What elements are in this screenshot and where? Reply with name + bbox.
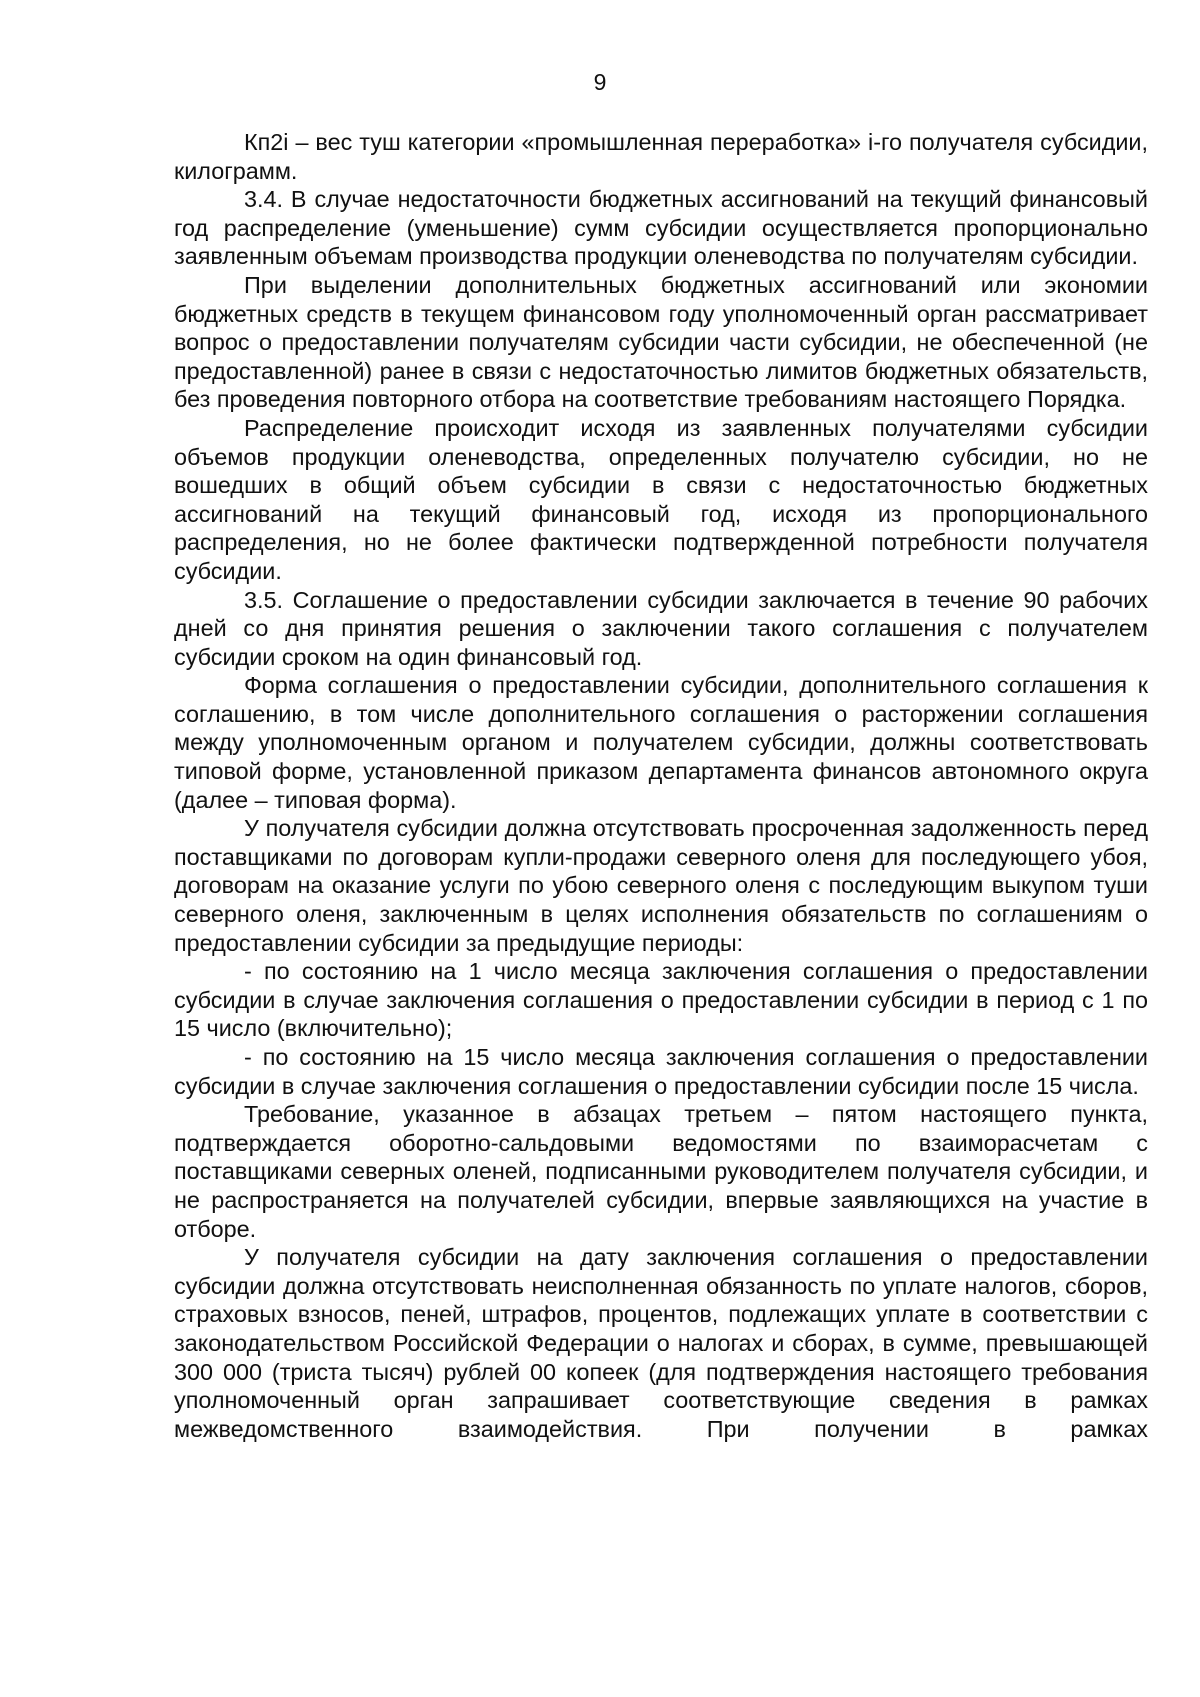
paragraph-agreement-form: Форма соглашения о предоставлении субсидии, дополнительного соглашения к соглашению, в том числе дополнительного соглашения о расторжении соглашения между уполномоченным органом и получателем субсидии, должны соответствовать типовой форме, установленной приказом департамента финансов автономного округа (далее – типовая форма).: [174, 672, 1148, 813]
paragraph-3-4: 3.4. В случае недостаточности бюджетных ассигнований на текущий финансовый год распределение (уменьшение) сумм субсидии осуществляется пропорционально заявленным объемам производства продукции оленеводства по получателям субсидии.: [174, 186, 1148, 270]
paragraph-kp2i-definition: Кп2i – вес туш категории «промышленная переработка» i-го получателя субсидии, килограмм.: [174, 129, 1148, 184]
page-number: 9: [593, 69, 607, 95]
paragraph-requirement-confirmation: Требование, указанное в абзацах третьем – пятом настоящего пункта, подтверждается оборотно-сальдовыми ведомостями по взаиморасчетам с поставщиками северных оленей, подписанными руководителем получателя субсидии, и не распространяется на получателей субсидии, впервые заявляющихся на участие в отборе.: [174, 1101, 1148, 1242]
paragraph-3-5: 3.5. Соглашение о предоставлении субсидии заключается в течение 90 рабочих дней со дня принятия решения о заключении такого соглашения с получателем субсидии сроком на один финансовый год.: [174, 586, 1148, 670]
paragraph-overdue-debt: У получателя субсидии должна отсутствовать просроченная задолженность перед поставщиками по договорам купли-продажи северного оленя для последующего убоя, договорам на оказание услуги по убою северного оленя с последующим выкупом туши северного оленя, заключенным в целях исполнения обязательств по соглашениям о предоставлении субсидии за предыдущие периоды:: [174, 815, 1148, 956]
list-item-first-day: - по состоянию на 1 число месяца заключения соглашения о предоставлении субсидии в случае заключения соглашения о предоставлении субсидии в период с 1 по 15 число (включительно);: [174, 958, 1148, 1042]
paragraph-tax-obligation: У получателя субсидии на дату заключения соглашения о предоставлении субсидии должна отсутствовать неисполненная обязанность по уплате налогов, сборов, страховых взносов, пеней, штрафов, процентов, подлежащих уплате в соответствии с законодательством Российской Федерации о налогах и сборах, в сумме, превышающей 300 000 (триста тысяч) рублей 00 копеек (для подтверждения настоящего требования уполномоченный орган запрашивает соответствующие сведения в рамках межведомственного взаимодействия. При получении в рамках: [174, 1244, 1148, 1442]
document-body: [174, 128, 1148, 1443]
list-item-fifteenth-day: - по состоянию на 15 число месяца заключения соглашения о предоставлении субсидии в случае заключения соглашения о предоставлении субсидии после 15 числа.: [174, 1044, 1148, 1099]
paragraph-distribution: Распределение происходит исходя из заявленных получателями субсидии объемов продукции оленеводства, определенных получателю субсидии, но не вошедших в общий объем субсидии в связи с недостаточностью бюджетных ассигнований на текущий финансовый год, исходя из пропорционального распределения, но не более фактически подтвержденной потребности получателя субсидии.: [174, 414, 1148, 584]
paragraph-additional-allocations: При выделении дополнительных бюджетных ассигнований или экономии бюджетных средств в текущем финансовом году уполномоченный орган рассматривает вопрос о предоставлении получателям субсидии части субсидии, не обеспеченной (не предоставленной) ранее в связи с недостаточностью лимитов бюджетных обязательств, без проведения повторного отбора на соответствие требованиям настоящего Порядка.: [174, 271, 1148, 413]
